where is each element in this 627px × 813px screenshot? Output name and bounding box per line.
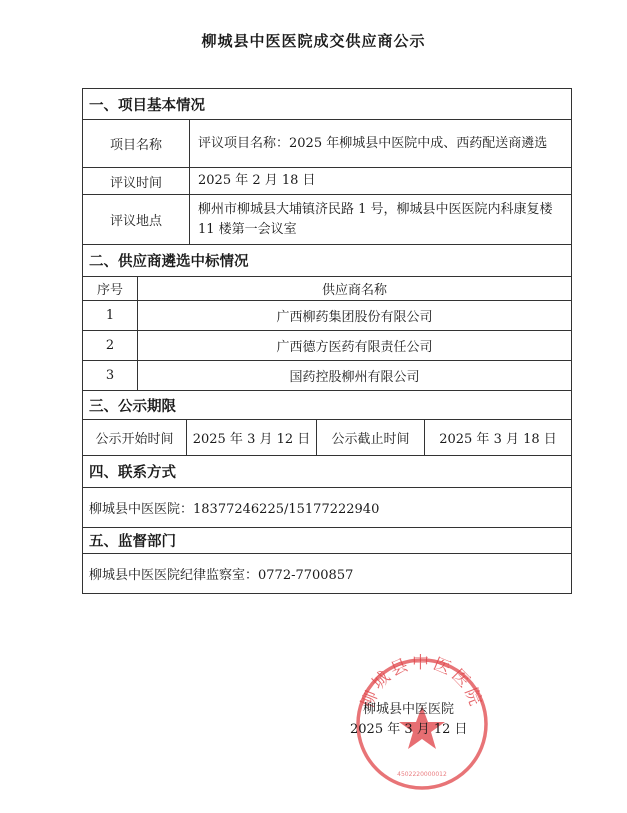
supplier-name: 国药控股柳州有限公司 [289,370,420,385]
signature-org: 柳城县中医医院 [363,702,455,717]
section-heading-project-info: 一、项目基本情况 [89,97,205,114]
announcement-table [82,88,572,594]
table-row [83,300,571,330]
row-project-name [83,119,571,167]
row-review-place [83,194,571,244]
label-start-time: 公示开始时间 [83,420,187,455]
supplier-index: 1 [83,301,138,330]
supplier-index: 3 [83,361,138,390]
page-title: 柳城县中医医院成交供应商公示 [201,32,426,50]
value-review-place: 柳州市柳城县大埔镇济民路 1 号，柳城县中医医院内科康复楼 11 楼第一会议室 [198,201,553,237]
value-review-time: 2025 年 2 月 18 日 [198,173,316,188]
svg-text:柳城县中医医院: 柳城县中医医院 [357,654,487,712]
supervision-text: 柳城县中医医院纪律监察室：0772-7700857 [83,553,571,593]
contact-text: 柳城县中医医院：18377246225/15177222940 [83,487,571,527]
value-start-time: 2025 年 3 月 12 日 [187,420,317,455]
value-end-time: 2025 年 3 月 18 日 [439,432,557,447]
row-review-time [83,167,571,194]
section-heading-period: 三、公示期限 [83,390,571,419]
supplier-name: 广西柳药集团股份有限公司 [276,310,433,325]
section-heading-suppliers: 二、供应商遴选中标情况 [83,244,571,276]
section-heading-supervision: 五、监督部门 [83,527,571,553]
table-row [83,330,571,360]
label-review-place: 评议地点 [83,195,190,244]
row-period [83,419,571,455]
label-end-time: 公示截止时间 [317,420,425,455]
column-header-index: 序号 [83,277,138,300]
label-project-name: 项目名称 [83,120,190,167]
signature-date: 2025 年 3 月 12 日 [350,722,468,737]
column-header-supplier: 供应商名称 [321,283,387,298]
supplier-index: 2 [83,331,138,360]
supplier-table-header [83,276,571,300]
svg-text:4502220000012: 4502220000012 [397,771,447,778]
value-project-name: 评议项目名称：2025 年柳城县中医院中成、西药配送商遴选 [198,135,548,151]
section-heading-contact: 四、联系方式 [83,455,571,487]
table-row [83,360,571,390]
label-review-time: 评议时间 [83,168,190,194]
supplier-name: 广西德方医药有限责任公司 [276,340,433,355]
